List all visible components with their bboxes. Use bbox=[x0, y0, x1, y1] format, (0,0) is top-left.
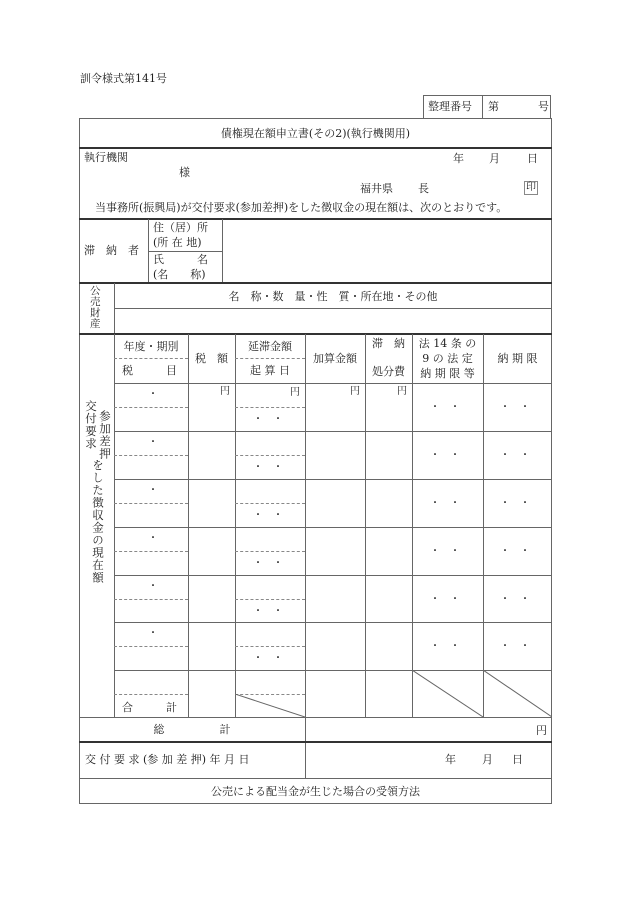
claim-row-year-item-field[interactable] bbox=[116, 433, 186, 477]
col-legal-deadline-line1: 法 14 条 の bbox=[418, 337, 477, 350]
col-due-date: 納 期 限 bbox=[497, 352, 538, 365]
legal-deadline-dots: ・ ・ bbox=[430, 450, 460, 461]
request-date-year: 年 bbox=[445, 753, 456, 766]
row-divider bbox=[114, 479, 552, 480]
claim-row-tax-amount-field[interactable] bbox=[190, 577, 233, 620]
issuer-title: 長 bbox=[418, 182, 429, 195]
ref-divider bbox=[482, 95, 483, 118]
claim-row-disposal-fee-field[interactable] bbox=[367, 385, 410, 429]
additional-yen: 円 bbox=[350, 386, 360, 397]
divider bbox=[79, 741, 552, 743]
claim-row-delinquent-field[interactable] bbox=[237, 385, 303, 429]
col-start-date: 起 算 日 bbox=[250, 364, 290, 377]
legal-deadline-dots: ・ ・ bbox=[430, 594, 460, 605]
start-date-dots: ・ ・ bbox=[253, 510, 283, 521]
form-title: 債権現在額申立書(その2)(執行機関用) bbox=[220, 127, 411, 140]
reference-number-suffix: 号 bbox=[538, 100, 549, 113]
address-field[interactable] bbox=[226, 221, 548, 249]
side-label-kofu: 交付要求 bbox=[84, 400, 98, 450]
claim-row-disposal-fee-field[interactable] bbox=[367, 577, 410, 620]
col-tax-item: 税 目 bbox=[122, 364, 177, 377]
name-label-line2: (名 称) bbox=[153, 268, 206, 281]
claim-row-tax-amount-field[interactable] bbox=[190, 481, 233, 525]
divider bbox=[235, 334, 236, 717]
claim-row-tax-amount-field[interactable] bbox=[190, 624, 233, 668]
agency-label: 執行機関 bbox=[84, 151, 128, 164]
divider bbox=[412, 334, 413, 717]
col-delinquent-amount: 延滞金額 bbox=[248, 340, 292, 353]
due-date-dots: ・ ・ bbox=[500, 450, 530, 461]
start-date-dots: ・ ・ bbox=[253, 558, 283, 569]
divider bbox=[305, 334, 306, 717]
disposal-fee-yen: 円 bbox=[397, 386, 407, 397]
legal-deadline-dots: ・ ・ bbox=[430, 641, 460, 652]
date-year: 年 bbox=[453, 152, 464, 165]
col-legal-deadline-line3: 納 期 限 等 bbox=[420, 367, 475, 380]
statement-text: 当事務所(振興局)が交付要求(参加差押)をした徴収金の現在額は、次のとおりです。 bbox=[95, 201, 508, 214]
due-date-dots: ・ ・ bbox=[500, 594, 530, 605]
side-label-rest: をした徴収金の現在額 bbox=[91, 459, 105, 584]
due-date-dots: ・ ・ bbox=[500, 402, 530, 413]
claim-row-tax-amount-field[interactable] bbox=[190, 385, 233, 429]
claim-row-delinquent-field[interactable] bbox=[237, 624, 303, 668]
subtotal-diagonal-delinquent bbox=[235, 694, 305, 718]
claim-row-year-item-field[interactable] bbox=[116, 624, 186, 668]
reference-number-prefix: 第 bbox=[488, 100, 499, 113]
date-day: 日 bbox=[527, 152, 538, 165]
divider bbox=[79, 218, 552, 220]
divider bbox=[222, 219, 223, 283]
year-period-dot: ・ bbox=[148, 389, 158, 400]
reference-number-label: 整理番号 bbox=[428, 100, 472, 113]
due-date-dots: ・ ・ bbox=[500, 641, 530, 652]
claim-row-year-item-field[interactable] bbox=[116, 481, 186, 525]
claim-row-disposal-fee-field[interactable] bbox=[367, 433, 410, 477]
tax-amount-yen: 円 bbox=[220, 386, 230, 397]
claim-row-tax-amount-field[interactable] bbox=[190, 433, 233, 477]
row-divider bbox=[114, 575, 552, 576]
agency-field[interactable] bbox=[135, 150, 375, 164]
property-label: 公 売 財 産 bbox=[90, 285, 101, 330]
claim-row-additional-field[interactable] bbox=[307, 433, 363, 477]
grand-total-field[interactable] bbox=[310, 720, 530, 738]
row-divider bbox=[114, 383, 552, 384]
delinquent-yen: 円 bbox=[290, 387, 300, 398]
property-column-header: 名 称・数 量・性 質・所在地・その他 bbox=[228, 290, 438, 303]
divider bbox=[148, 251, 222, 252]
year-period-dot: ・ bbox=[148, 485, 158, 496]
row-divider bbox=[114, 431, 552, 432]
divider bbox=[188, 334, 189, 717]
divider bbox=[365, 334, 366, 717]
claim-row-additional-field[interactable] bbox=[307, 385, 363, 429]
subtotal-diagonal-legal-deadline bbox=[412, 670, 483, 718]
col-disposal-fee-line1: 滞 納 bbox=[372, 337, 405, 350]
claim-row-disposal-fee-field[interactable] bbox=[367, 529, 410, 573]
due-date-dots: ・ ・ bbox=[500, 546, 530, 557]
start-date-dots: ・ ・ bbox=[253, 653, 283, 664]
divider bbox=[483, 334, 484, 717]
legal-deadline-dots: ・ ・ bbox=[430, 402, 460, 413]
claim-row-delinquent-field[interactable] bbox=[237, 481, 303, 525]
divider bbox=[79, 282, 552, 284]
year-period-dot: ・ bbox=[148, 628, 158, 639]
claim-row-year-item-field[interactable] bbox=[116, 577, 186, 620]
sama-honorific: 様 bbox=[179, 166, 190, 179]
distribution-method-label: 公売による配当金が生じた場合の受領方法 bbox=[211, 785, 420, 798]
address-label-line2: (所 在 地) bbox=[153, 236, 202, 249]
col-disposal-fee-line2: 処分費 bbox=[372, 365, 405, 378]
divider bbox=[79, 778, 552, 779]
grand-total-label: 総 計 bbox=[153, 723, 231, 736]
start-date-dots: ・ ・ bbox=[253, 462, 283, 473]
claim-row-delinquent-field[interactable] bbox=[237, 433, 303, 477]
claim-row-delinquent-field[interactable] bbox=[237, 577, 303, 620]
row-divider bbox=[114, 622, 552, 623]
subtotal-diagonal-due-date bbox=[483, 670, 552, 718]
request-date-day: 日 bbox=[512, 753, 523, 766]
divider bbox=[114, 308, 552, 309]
claim-row-additional-field[interactable] bbox=[307, 577, 363, 620]
col-additional-amount: 加算金額 bbox=[313, 352, 357, 365]
start-date-dots: ・ ・ bbox=[253, 414, 283, 425]
claim-row-year-item-field[interactable] bbox=[116, 385, 186, 429]
col-legal-deadline-line2: 9 の 法 定 bbox=[422, 352, 473, 365]
divider bbox=[305, 717, 306, 778]
col-year-period: 年度・期別 bbox=[123, 340, 179, 353]
form-number: 訓令様式第141号 bbox=[80, 72, 167, 85]
divider bbox=[235, 358, 305, 359]
claim-row-year-item-field[interactable] bbox=[116, 529, 186, 573]
divider bbox=[114, 358, 188, 359]
issuer-prefecture: 福井県 bbox=[360, 182, 393, 195]
side-label-sanka: 参加差押 bbox=[98, 410, 112, 460]
address-label-line1: 住（居）所 bbox=[153, 221, 208, 234]
claim-row-delinquent-field[interactable] bbox=[237, 529, 303, 573]
start-date-dots: ・ ・ bbox=[253, 606, 283, 617]
date-month: 月 bbox=[489, 152, 500, 165]
claim-row-additional-field[interactable] bbox=[307, 481, 363, 525]
claim-row-tax-amount-field[interactable] bbox=[190, 529, 233, 573]
taxpayer-label: 滞 納 者 bbox=[84, 244, 139, 257]
divider bbox=[79, 333, 552, 335]
seal-mark: 印 bbox=[526, 182, 536, 193]
divider bbox=[114, 334, 115, 717]
year-period-dot: ・ bbox=[148, 581, 158, 592]
legal-deadline-dots: ・ ・ bbox=[430, 498, 460, 509]
legal-deadline-dots: ・ ・ bbox=[430, 546, 460, 557]
year-period-dot: ・ bbox=[148, 533, 158, 544]
claim-row-disposal-fee-field[interactable] bbox=[367, 624, 410, 668]
divider bbox=[79, 147, 552, 149]
property-field[interactable] bbox=[118, 311, 548, 331]
claim-row-additional-field[interactable] bbox=[307, 529, 363, 573]
grand-total-unit: 円 bbox=[536, 724, 547, 737]
divider bbox=[79, 717, 552, 718]
col-tax-amount: 税 額 bbox=[195, 352, 228, 365]
subtotal-label: 合 計 bbox=[122, 701, 177, 714]
claim-row-additional-field[interactable] bbox=[307, 624, 363, 668]
name-label-line1: 氏 名 bbox=[153, 253, 208, 266]
reference-number-field[interactable] bbox=[500, 98, 534, 114]
row-divider bbox=[114, 527, 552, 528]
divider bbox=[114, 694, 188, 695]
request-date-label: 交 付 要 求 (参 加 差 押) 年 月 日 bbox=[85, 753, 250, 766]
name-field[interactable] bbox=[226, 253, 548, 281]
year-period-dot: ・ bbox=[148, 437, 158, 448]
claim-row-disposal-fee-field[interactable] bbox=[367, 481, 410, 525]
request-date-month: 月 bbox=[482, 753, 493, 766]
due-date-dots: ・ ・ bbox=[500, 498, 530, 509]
